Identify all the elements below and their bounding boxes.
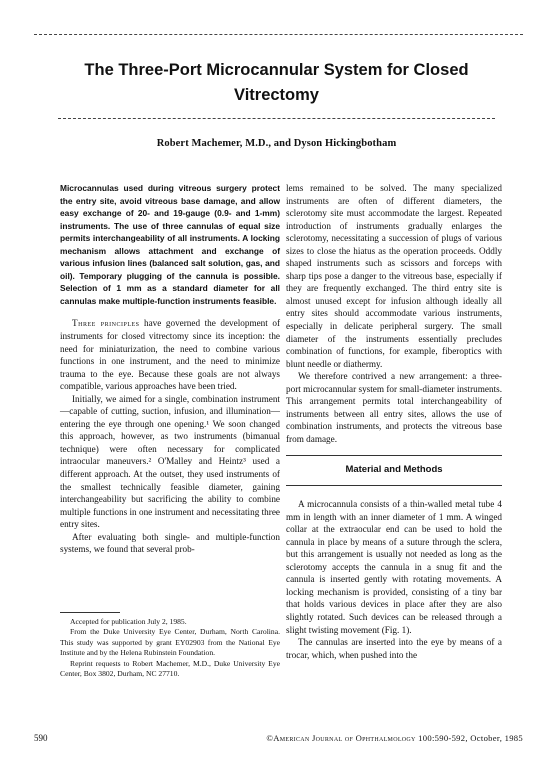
section-heading: Material and Methods [345,464,443,476]
journal-issue: 100:590-592, October, 1985 [415,733,523,743]
paragraph: Initially, we aimed for a single, combination instrument—capable of cutting, suction, infusion, and illumination—entering the eye through one opening.¹ We soon changed this approach, however, as two instruments (bimanual technique) were often necessary for complicated intraocular maneuvers.² O'Malley and Heintz³ used a different approach. At the outset, they used instruments of the smallest technically feasible diameter, gaining interchangeability but sacrificing the ability to combine multiple functions in one instrument and necessitating three entry sites. [60,393,280,530]
section-rule [286,455,502,456]
lead-in-words: Three principles [72,318,140,329]
paragraph: We therefore contrived a new arrangement: a three-port microcannular system for small-diameter instruments. This arrangement permits total interchangeability of instruments between all entry sites, allows the use of combination instruments, and protects the vitreous base from damage. [286,371,502,444]
paragraph: The cannulas are inserted into the eye by means of a trocar, which, when pushed into the [286,637,502,660]
paragraph: After evaluating both single- and multiple-function systems, we found that several prob- [60,531,280,555]
footnote-affiliation: From the Duke University Eye Center, Durham, North Carolina. This study was supported by grant EY02903 from the National Eye Institute and by the Helena Rubinstein Foundation. [60,627,280,658]
paragraph [60,317,280,392]
article-title: The Three-Port Microcannular System for Closed Vitrectomy [84,61,469,104]
section-rule [286,485,502,486]
title-rule [58,118,495,119]
footnote-accepted: Accepted for publication July 2, 1985. [70,617,187,626]
journal-name: ©American Journal of Ophthalmology [266,733,416,743]
left-column [60,182,280,556]
paragraph-text: have governed the development of instruments for closed vitrectomy since its inception: the need for miniaturization, the need to combine various functions in one instrument, and the need to minimize trauma to the eye. Because these goals are not always compatible, various approaches have been tried. [60,318,280,392]
footnote-reprint: Reprint requests to Robert Machemer, M.D., Duke University Eye Center, Box 3802, Durham, NC 27710. [60,658,280,679]
journal-citation [266,733,523,743]
paragraph: lems remained to be solved. The many specialized instruments are often of different diameters, the sclerotomy site must accommodate the largest. Repeated introduction of instruments gradually enlarges the sclerotomy, necessitating a succession of plugs of various sizes to close the hiatus as the operation proceeds. Oddly shaped instruments such as scissors and forceps with sharp tips pose a danger to the vitreous base, especially if they are frequently exchanged. The third entry site is almost unused except for infusion although ideally all entry sites should accommodate various instruments, especially in delicate peripheral surgery. The small diameter of the instruments essentially precludes combination of functions, for example, fiberoptics with blunt needle or diathermy. [286,183,502,369]
abstract: Microcannulas used during vitreous surgery protect the entry site, avoid vitreous base damage, and allow easy exchange of 20- and 19-gauge (0.9- and 1-mm) instruments. The use of three cannulas of equal size permits interchangeability of all instruments. A locking mechanism allows attachment and exchange of various infusion lines (balanced salt solution, gas, and oil). Temporary plugging of the cannula is possible. Selection of 1 mm as a standard diameter for all cannulas make multiple-function instruments feasible. [60,183,280,306]
page-number: 590 [34,733,48,743]
paragraph: A microcannula consists of a thin-walled metal tube 4 mm in length with an inner diameter of 1 mm. A winged collar at the extraocular end can be used to hold the cannula in place by means of a suture through the sclera, but this arrangement is usually not needed as long as the sclerotomy accepts the cannula in a snug fit and the cannula is inserted gently with rotating movements. A locking mechanism is provided, consisting of a tiny bar that holds various devices in place after they are also slightly rotated. Such devices can be released through a slight twisting movement (Fig. 1). [286,499,502,635]
article-authors: Robert Machemer, M.D., and Dyson Hickingbotham [156,138,397,149]
footnote-rule [60,612,120,613]
footnotes [60,612,280,679]
right-column [286,182,502,661]
top-rule [34,34,523,35]
